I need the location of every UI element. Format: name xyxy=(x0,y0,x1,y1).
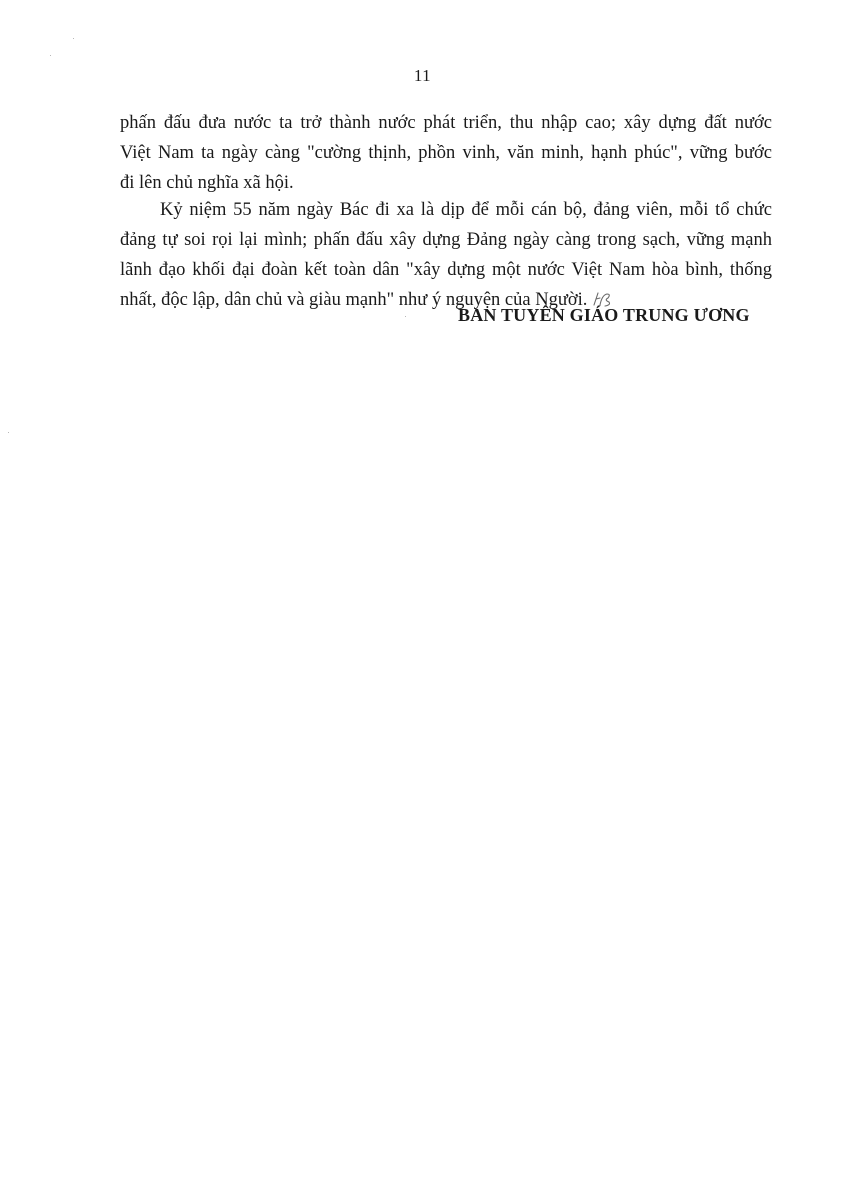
paragraph-line: lãnh đạo khối đại đoàn kết toàn dân "xây dựng một nước Việt Nam hòa bình, thống xyxy=(120,260,772,280)
paragraph-line: đi lên chủ nghĩa xã hội. xyxy=(120,173,294,193)
scan-speck xyxy=(50,55,51,56)
page-number: 11 xyxy=(413,66,432,85)
paragraph-line: đảng tự soi rọi lại mình; phấn đấu xây dựng Đảng ngày càng trong sạch, vững mạnh xyxy=(120,230,772,250)
paragraph-line: Kỷ niệm 55 năm ngày Bác đi xa là dịp để mỗi cán bộ, đảng viên, mỗi tổ chức xyxy=(160,200,772,220)
paragraph-1 xyxy=(120,108,772,198)
scan-speck xyxy=(73,38,74,39)
paragraph-line: Việt Nam ta ngày càng "cường thịnh, phồn vinh, văn minh, hạnh phúc", vững bước xyxy=(120,143,772,163)
paragraph-line-text: nhất, độc lập, dân chủ và giàu mạnh" như ý nguyện của Người. xyxy=(120,290,588,310)
scan-speck xyxy=(405,316,406,317)
scan-speck xyxy=(8,432,9,433)
signature-authority: BAN TUYÊN GIÁO TRUNG ƯƠNG xyxy=(458,305,750,325)
paragraph-2 xyxy=(120,195,772,315)
paragraph-line: phấn đấu đưa nước ta trở thành nước phát triển, thu nhập cao; xây dựng đất nước xyxy=(120,113,772,133)
